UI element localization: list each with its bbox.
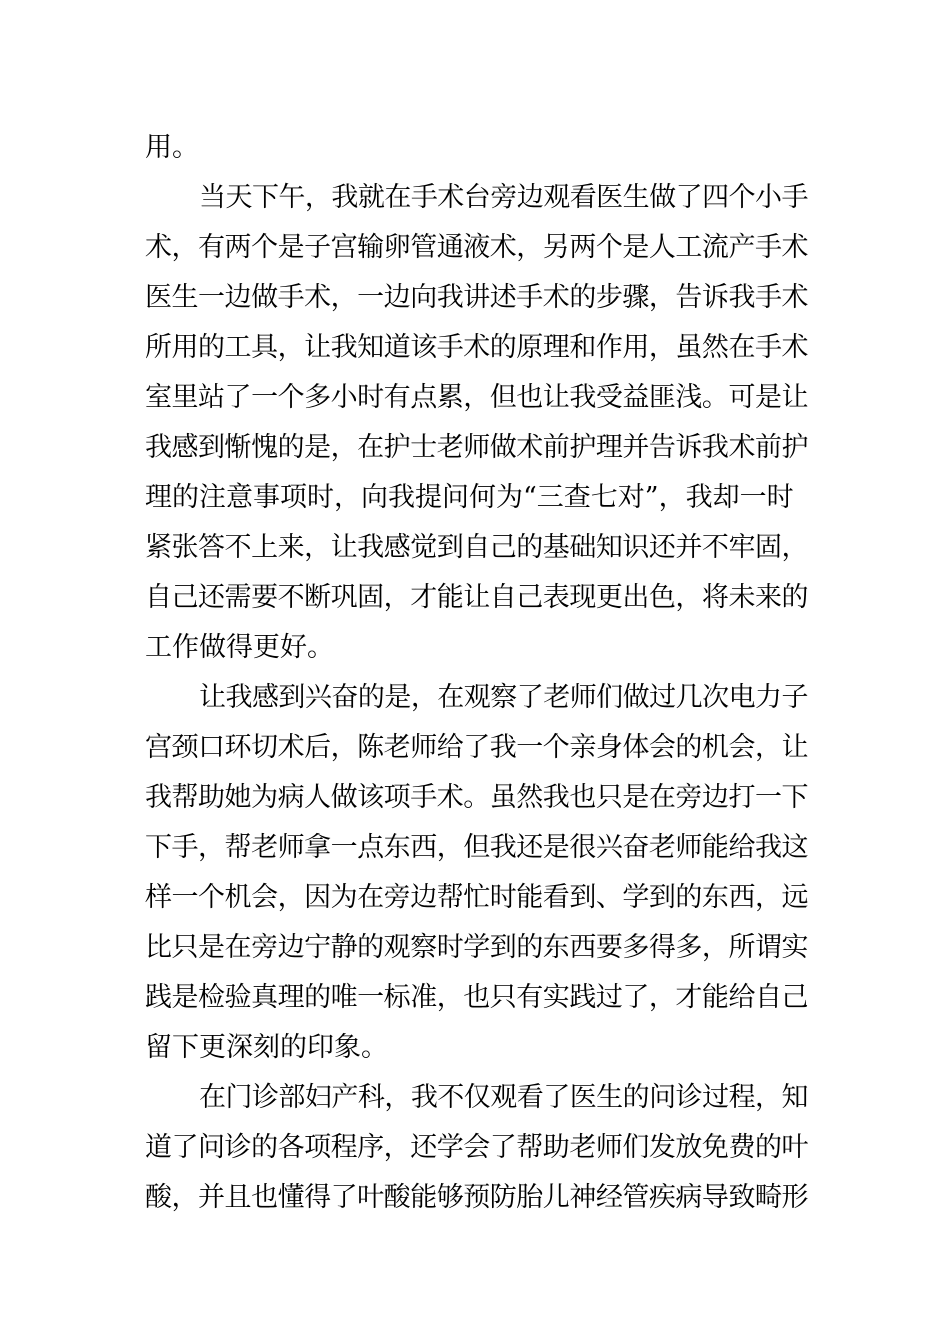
paragraph-start-line: 在门诊部妇产科，我不仅观看了医生的问诊过程，知 [199, 1082, 808, 1113]
text-line: 自己还需要不断巩固，才能让自己表现更出色，将未来的 [145, 582, 808, 613]
paragraph-start-line: 让我感到兴奋的是，在观察了老师们做过几次电力子 [199, 682, 808, 713]
text-line: 道了问诊的各项程序，还学会了帮助老师们发放免费的叶 [145, 1132, 808, 1163]
text-line: 下手，帮老师拿一点东西，但我还是很兴奋老师能给我这 [145, 832, 808, 863]
text-line: 我感到惭愧的是，在护士老师做术前护理并告诉我术前护 [145, 432, 808, 463]
text-line: 比只是在旁边宁静的观察时学到的东西要多得多，所谓实 [145, 932, 808, 963]
text-line: 留下更深刻的印象。 [145, 1032, 388, 1063]
paragraph-start-line: 当天下午，我就在手术台旁边观看医生做了四个小手 [199, 182, 808, 213]
text-line: 医生一边做手术，一边向我讲述手术的步骤，告诉我手术 [145, 282, 808, 313]
text-line: 用。 [145, 132, 199, 163]
text-line: 样一个机会，因为在旁边帮忙时能看到、学到的东西，远 [145, 882, 808, 913]
text-line: 室里站了一个多小时有点累，但也让我受益匪浅。可是让 [145, 382, 808, 413]
text-line: 紧张答不上来，让我感觉到自己的基础知识还并不牢固， [145, 532, 808, 563]
text-line: 理的注意事项时，向我提问何为“三查七对”，我却一时 [145, 482, 794, 513]
text-line: 践是检验真理的唯一标准，也只有实践过了，才能给自己 [145, 982, 808, 1013]
text-line: 酸，并且也懂得了叶酸能够预防胎儿神经管疾病导致畸形 [145, 1182, 808, 1213]
text-line: 工作做得更好。 [145, 632, 334, 663]
text-line: 我帮助她为病人做该项手术。虽然我也只是在旁边打一下 [145, 782, 808, 813]
text-line: 术，有两个是子宫输卵管通液术，另两个是人工流产手术 [145, 232, 808, 263]
text-line: 宫颈口环切术后，陈老师给了我一个亲身体会的机会，让 [145, 732, 808, 763]
text-line: 所用的工具，让我知道该手术的原理和作用，虽然在手术 [145, 332, 808, 363]
